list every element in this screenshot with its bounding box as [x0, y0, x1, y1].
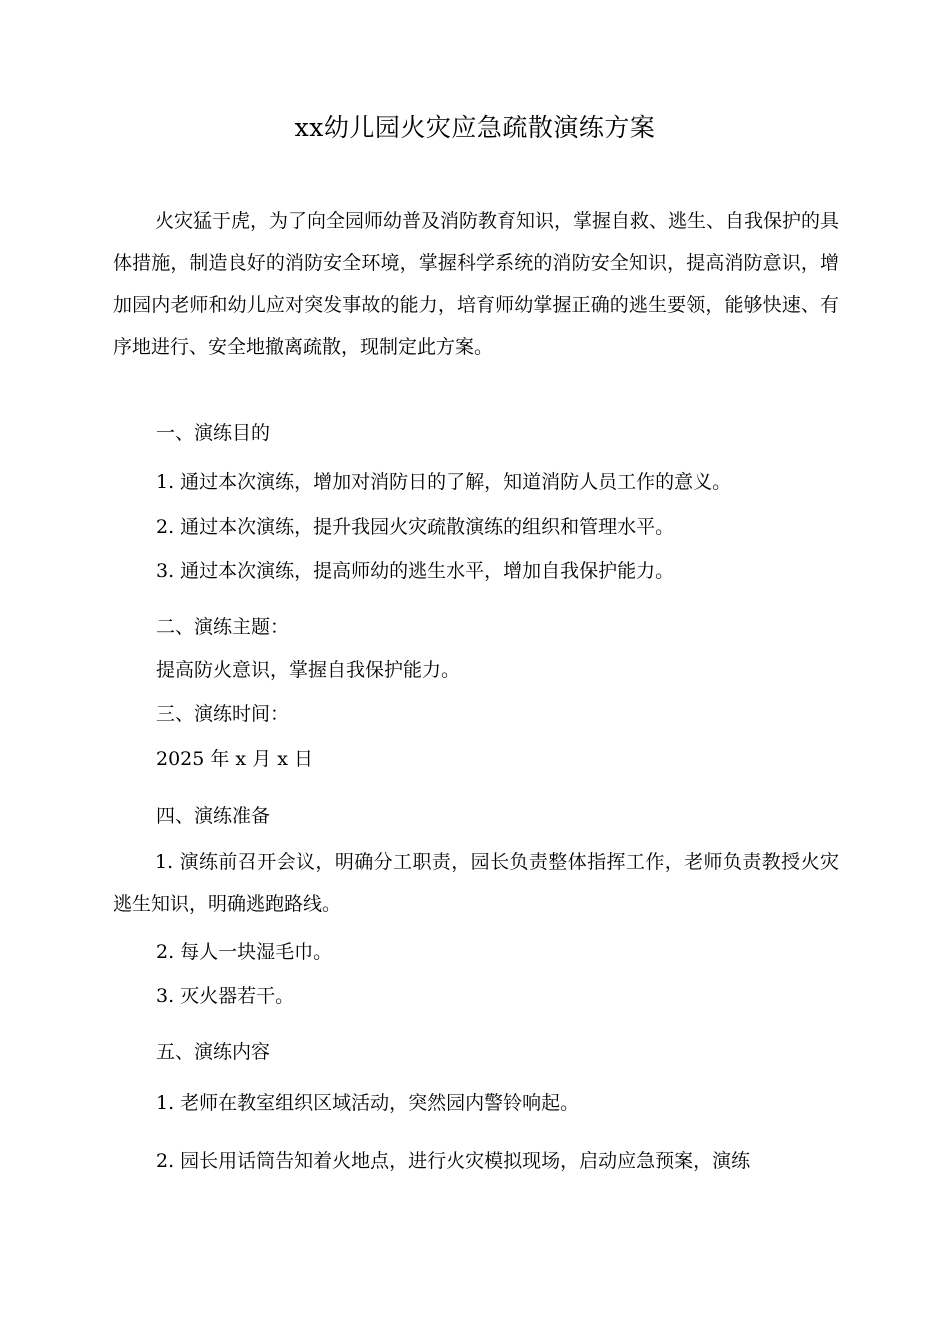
- preparation-item-3: 3. 灭火器若干。: [156, 985, 295, 1007]
- section-heading-time: 三、演练时间：: [156, 703, 290, 725]
- preparation-item-2: 2. 每人一块湿毛巾。: [156, 941, 333, 963]
- section-heading-content: 五、演练内容: [156, 1041, 271, 1063]
- document-title: xx幼儿园火灾应急疏散演练方案: [294, 113, 656, 142]
- theme-text: 提高防火意识，掌握自我保护能力。: [156, 659, 461, 681]
- section-heading-preparation: 四、演练准备: [156, 805, 271, 827]
- purpose-item-3: 3. 通过本次演练，提高师幼的逃生水平，增加自我保护能力。: [156, 560, 675, 582]
- purpose-item-1: 1. 通过本次演练，增加对消防日的了解，知道消防人员工作的意义。: [156, 471, 732, 493]
- intro-paragraph: 火灾猛于虎，为了向全园师幼普及消防教育知识，掌握自救、逃生、自我保护的具体措施，制造良好的消防安全环境，掌握科学系统的消防安全知识，提高消防意识，增加园内老师和幼儿应对突发事故的能力，培育师幼掌握正确的逃生要领，能够快速、有序地进行、安全地撤离疏散，现制定此方案。: [113, 210, 840, 358]
- content-item-2: 2. 园长用话筒告知着火地点，进行火灾模拟现场，启动应急预案，演练: [156, 1150, 751, 1172]
- purpose-item-2: 2. 通过本次演练，提升我园火灾疏散演练的组织和管理水平。: [156, 516, 675, 538]
- content-item-1: 1. 老师在教室组织区域活动，突然园内警铃响起。: [156, 1092, 580, 1114]
- section-heading-purpose: 一、演练目的: [156, 422, 271, 444]
- time-text: 2025 年 x 月 x 日: [156, 748, 313, 770]
- preparation-item-1: 1. 演练前召开会议，明确分工职责，园长负责整体指挥工作，老师负责教授火灾逃生知识，明确逃跑路线。: [113, 851, 839, 915]
- section-heading-theme: 二、演练主题：: [156, 616, 290, 638]
